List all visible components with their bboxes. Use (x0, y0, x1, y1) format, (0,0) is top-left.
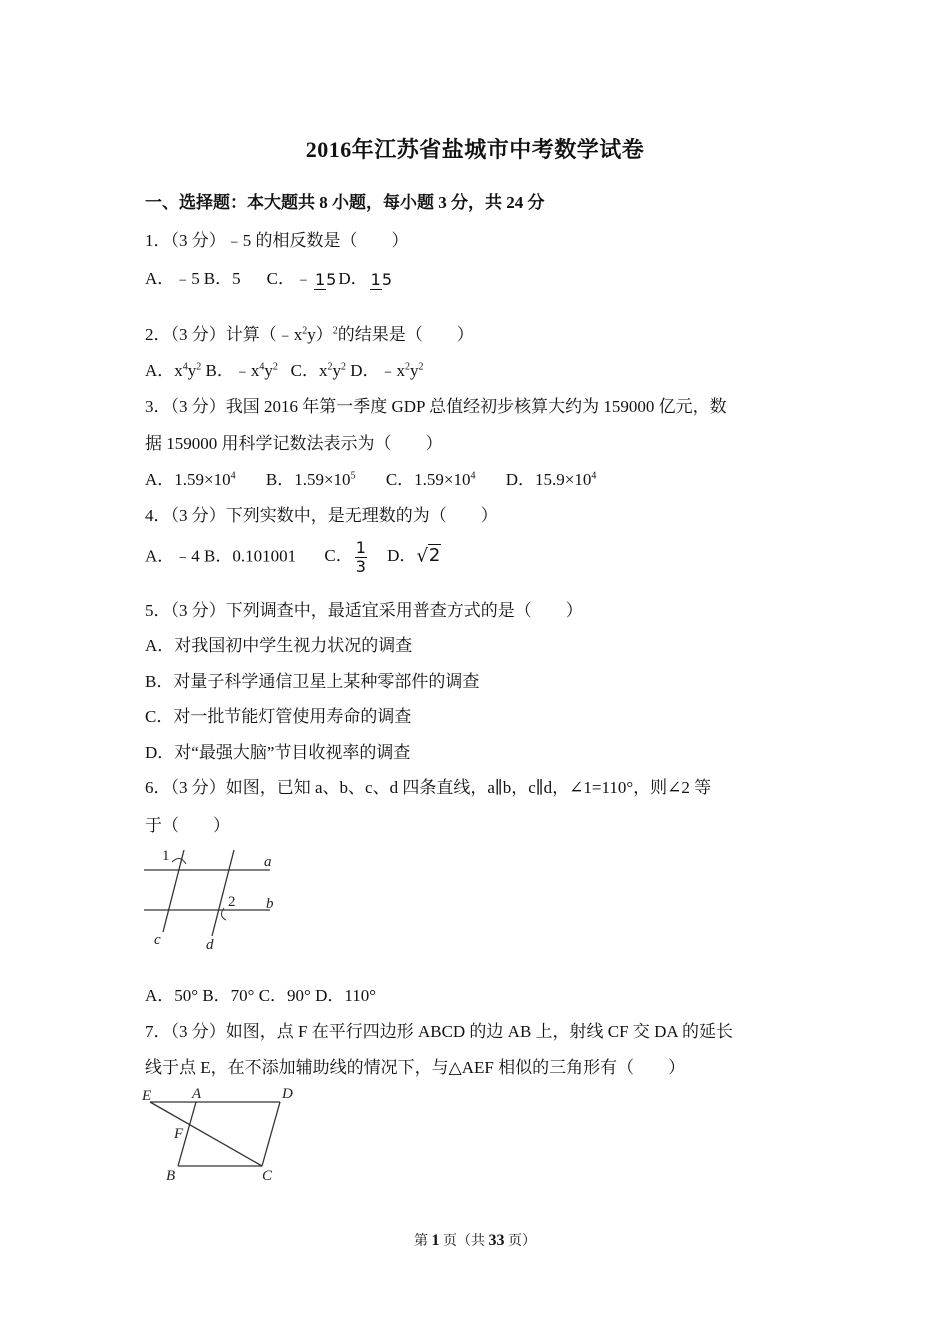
q7-point-f-label: F (174, 1126, 184, 1142)
q6-line-d-label: d (206, 937, 214, 953)
q7-point-b-label: B (166, 1168, 176, 1184)
q2-option-a: A．x (145, 361, 183, 380)
q2-d-y: y (410, 361, 419, 380)
q1-d-denominator: 5 (381, 269, 392, 289)
q2-b-exp1: 4 (259, 361, 265, 373)
q7-point-d-label: D (282, 1086, 293, 1102)
section-heading: 一、选择题：本大题共 8 小题，每小题 3 分，共 24 分 (145, 193, 545, 212)
q2-b-exp2: 2 (272, 361, 278, 373)
q1-option-b: B．5 (203, 269, 241, 288)
q3-d-exp: 4 (591, 470, 597, 482)
q2-a-y: y (187, 361, 197, 380)
q7-point-a-label: A (192, 1086, 202, 1102)
question-7-line1: 7．（3 分）如图，点 F 在平行四边形 ABCD 的边 AB 上，射线 CF 交 DA 的延长 (145, 1022, 733, 1041)
q5-option-d: D．对“最强大脑”节目收视率的调查 (145, 743, 411, 762)
footer-post: 页） (504, 1234, 536, 1249)
question-1-options (145, 264, 394, 290)
question-4-options (145, 540, 441, 575)
q2-stem-sup1: 2 (302, 325, 308, 337)
question-6-line2: 于（ ） (145, 816, 230, 835)
q3-option-b: B．1.59×10 (265, 470, 351, 489)
question-2-options (145, 356, 424, 381)
q1-option-a: A．﹣5 (145, 269, 200, 288)
q3-c-exp: 4 (470, 470, 476, 482)
question-5-stem: 5．（3 分）下列调查中，最适宜采用普查方式的是（ ） (145, 601, 583, 620)
question-6-options: A．50° B．70° C．90° D．110° (145, 986, 377, 1005)
q2-option-d: D．﹣x (350, 361, 405, 380)
q2-stem-mid: y） (307, 325, 333, 344)
q2-a-exp1: 4 (182, 361, 188, 373)
footer-pre: 第 (414, 1234, 432, 1249)
footer-total-pages: 33 (488, 1232, 505, 1249)
footer-mid: 页（共 (439, 1234, 489, 1249)
q1-option-c-fraction (314, 271, 336, 290)
q4-option-d-prefix: D． (387, 546, 417, 566)
q4-option-b: B．0.101001 (204, 546, 297, 566)
q6-figure (138, 840, 288, 955)
q2-a-exp2: 2 (196, 361, 202, 373)
q2-c-exp2: 2 (340, 361, 346, 373)
question-3-line1: 3．（3 分）我国 2016 年第一季度 GDP 总值经初步核算大约为 159000 亿元，数 (145, 397, 727, 416)
q1-option-c-prefix: C．﹣ (266, 269, 312, 288)
q4-option-c-fraction (355, 540, 367, 575)
q4-d-radicand: 2 (428, 545, 441, 567)
footer-page-number: 1 (431, 1232, 440, 1249)
q6-line-b-label: b (266, 896, 274, 912)
q2-stem-pre: 2．（3 分）计算（﹣x (145, 325, 303, 344)
q4-c-denominator: 3 (355, 557, 366, 576)
q1-c-denominator: 5 (326, 269, 337, 289)
question-3-line2: 据 159000 用科学记数法表示为（ ） (145, 434, 443, 453)
q6-angle-2-label: 2 (228, 894, 236, 910)
q1-option-d-fraction (370, 271, 392, 290)
q2-c-y: y (332, 361, 341, 380)
q3-option-a: A．1.59×10 (145, 470, 231, 489)
q3-b-exp: 5 (350, 470, 356, 482)
q5-option-c: C．对一批节能灯管使用寿命的调查 (145, 707, 412, 726)
q4-option-c-prefix: C． (324, 546, 353, 566)
page-title: 2016年江苏省盐城市中考数学试卷 (305, 137, 645, 162)
q2-option-c: C．x (290, 361, 328, 380)
question-4-stem: 4．（3 分）下列实数中，是无理数的为（ ） (145, 506, 498, 525)
q4-option-d-sqrt: √2 (416, 545, 441, 567)
question-7-line2: 线于点 E，在不添加辅助线的情况下，与△AEF 相似的三角形有（ ） (145, 1058, 686, 1077)
page-footer (0, 1230, 950, 1250)
q3-option-c: C．1.59×10 (385, 470, 471, 489)
q4-option-a: A．﹣4 (145, 546, 200, 566)
question-1-stem: 1．（3 分）﹣5 的相反数是（ ） (145, 231, 409, 250)
q2-d-exp1: 2 (405, 361, 410, 373)
question-3-options (145, 465, 596, 490)
q7-point-c-label: C (262, 1168, 273, 1184)
q2-stem-sup2: 2 (332, 325, 338, 337)
q6-line-a-label: a (264, 854, 272, 870)
q2-c-exp1: 2 (327, 361, 333, 373)
q2-d-exp2: 2 (418, 361, 424, 373)
q6-angle-1-label: 1 (162, 848, 170, 864)
q2-b-y: y (264, 361, 273, 380)
q5-option-b: B．对量子科学通信卫星上某种零部件的调查 (145, 672, 480, 691)
q2-option-b: B．﹣x (205, 361, 260, 380)
q6-line-c-label: c (154, 932, 161, 948)
q5-option-a: A．对我国初中学生视力状况的调查 (145, 636, 413, 655)
q3-a-exp: 4 (230, 470, 236, 482)
q7-figure (138, 1080, 308, 1190)
q4-c-numerator: 1 (355, 538, 366, 557)
q1-option-d-prefix: D． (338, 269, 368, 288)
q7-point-e-label: E (142, 1088, 152, 1104)
q1-c-numerator: 1 (314, 269, 326, 289)
question-6-line1: 6．（3 分）如图，已知 a、b、c、d 四条直线，a∥b，c∥d，∠1=110°，则∠2 等 (145, 778, 712, 797)
q2-stem-post: 的结果是（ ） (337, 325, 474, 344)
question-2-stem (145, 320, 474, 345)
q3-option-d: D．15.9×10 (505, 470, 592, 489)
q1-d-numerator: 1 (370, 269, 381, 289)
